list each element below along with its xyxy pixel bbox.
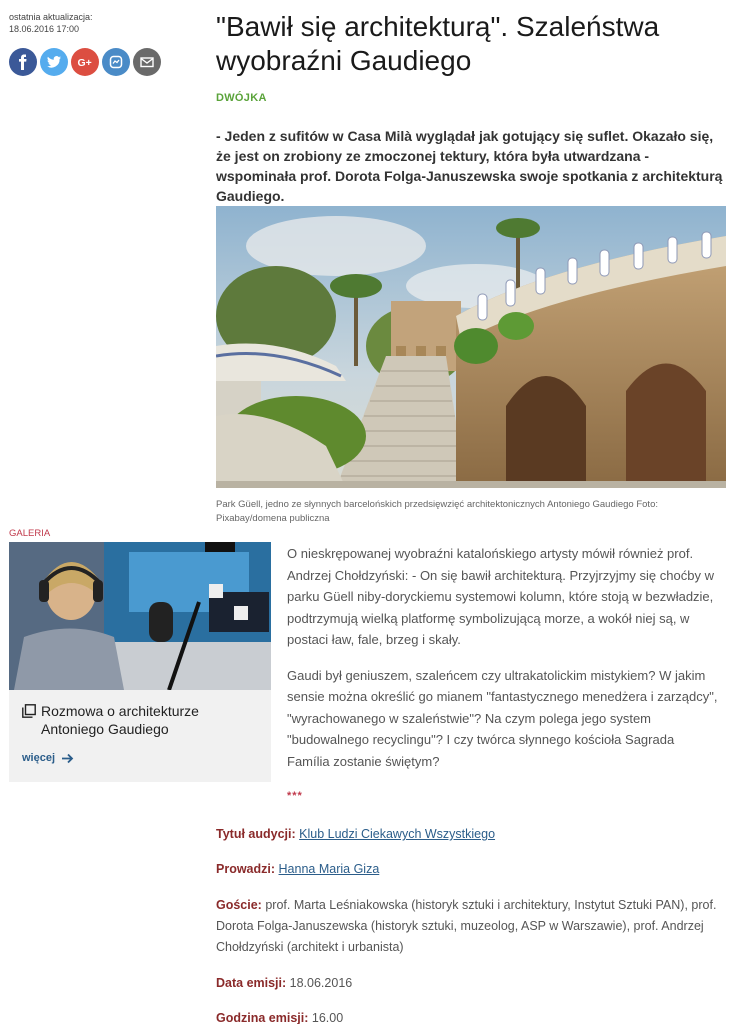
prowadzi-label: Prowadzi: [216,862,276,876]
gallery-more-text: więcej [22,752,56,764]
section-separator: *** [287,790,303,802]
update-label: ostatnia aktualizacja: [9,12,93,22]
googleplus-icon [77,54,93,70]
article-body [287,543,719,786]
messenger-icon [108,54,124,70]
info-prowadzi [216,859,721,880]
gallery-icon [22,704,36,718]
googleplus-share-button[interactable] [71,48,99,76]
prowadzi-link[interactable]: Hanna Maria Giza [278,862,380,876]
messenger-share-button[interactable] [102,48,130,76]
article-lead: - Jeden z sufitów w Casa Milà wyglądał jak gotujący się suflet. Okazało się, że jest on zrobiony ze zmoczonej tektury, która była utwardzana - wspominała prof. Dorota Folga-Januszewska swoje spotkania z architekturą Gaudiego. [216,128,723,204]
audycja-link[interactable]: Klub Ludzi Ciekawych Wszystkiego [299,827,496,841]
gallery-more-link[interactable] [22,752,74,764]
info-goscie [216,895,721,958]
twitter-share-button[interactable] [40,48,68,76]
godzina-value: 16.00 [311,1011,344,1024]
email-icon [139,54,155,70]
data-label: Data emisji: [216,976,287,990]
gallery-label: GALERIA [9,528,51,539]
goscie-label: Goście: [216,898,262,912]
goscie-value: prof. Marta Leśniakowska (historyk sztuki i architektury, Instytut Sztuki PAN), prof. Dorota Folga-Januszewska (historyk sztuki, muzeolog, ASP w Warszawie), prof. Andrzej Chołdzyński (architekt i urbanista) [216,898,717,954]
article-title: "Bawił się architekturą". Szaleństwa wyobraźni Gaudiego [216,11,660,76]
info-audycja [216,824,721,845]
svg-text:G+: G+ [77,57,92,69]
hero-image [216,206,726,488]
info-data [216,973,721,994]
arrow-right-icon [61,753,74,764]
email-share-button[interactable] [133,48,161,76]
article-paragraph: Gaudi był geniuszem, szaleńcem czy ultrakatolickim mistykiem? W jakim sensie można określić go mianem "fantastycznego menedżera i zarządcy", "wyrachowanego w szaleństwie"? Na czym polega jego system "budowalnego recyclingu"? I czy twórca słynnego kościoła Sagrada Família zostanie świętym? [287,667,718,769]
gallery-title-text: Rozmowa o architekturze Antoniego Gaudiego [41,703,199,737]
facebook-icon [15,54,31,70]
update-date: 18.06.2016 17:00 [9,24,80,34]
park-guell-image [216,206,726,488]
data-value: 18.06.2016 [289,976,353,990]
share-bar [9,48,161,76]
gallery-image[interactable] [9,542,271,690]
twitter-icon [46,54,62,70]
godzina-label: Godzina emisji: [216,1011,309,1024]
article-paragraph: O nieskrępowanej wyobraźni katalońskiego artysty mówił również prof. Andrzej Chołdzyński: - On się bawił architekturą. Przyjrzyjmy się choćby w parku Güell niby-doryckiemu systemowi kolumn, które stoją w bezwładzie, podtrzymują wielką platformę symbolizującą morze, a wokół niej są, w postaci ław, fale, brzeg i skały. [287,546,714,647]
info-godzina [216,1008,721,1024]
facebook-share-button[interactable] [9,48,37,76]
article-category[interactable]: DWÓJKA [216,92,267,104]
update-info [9,11,93,35]
hero-caption: Park Güell, jedno ze słynnych barcelońskich przedsięwzięć architektonicznych Antoniego Gaudiego Foto: Pixabay/domena publiczna [216,499,658,524]
gallery-title[interactable] [22,702,258,738]
gallery-box[interactable] [9,542,271,782]
studio-photo [9,542,271,690]
audycja-label: Tytuł audycji: [216,827,296,841]
